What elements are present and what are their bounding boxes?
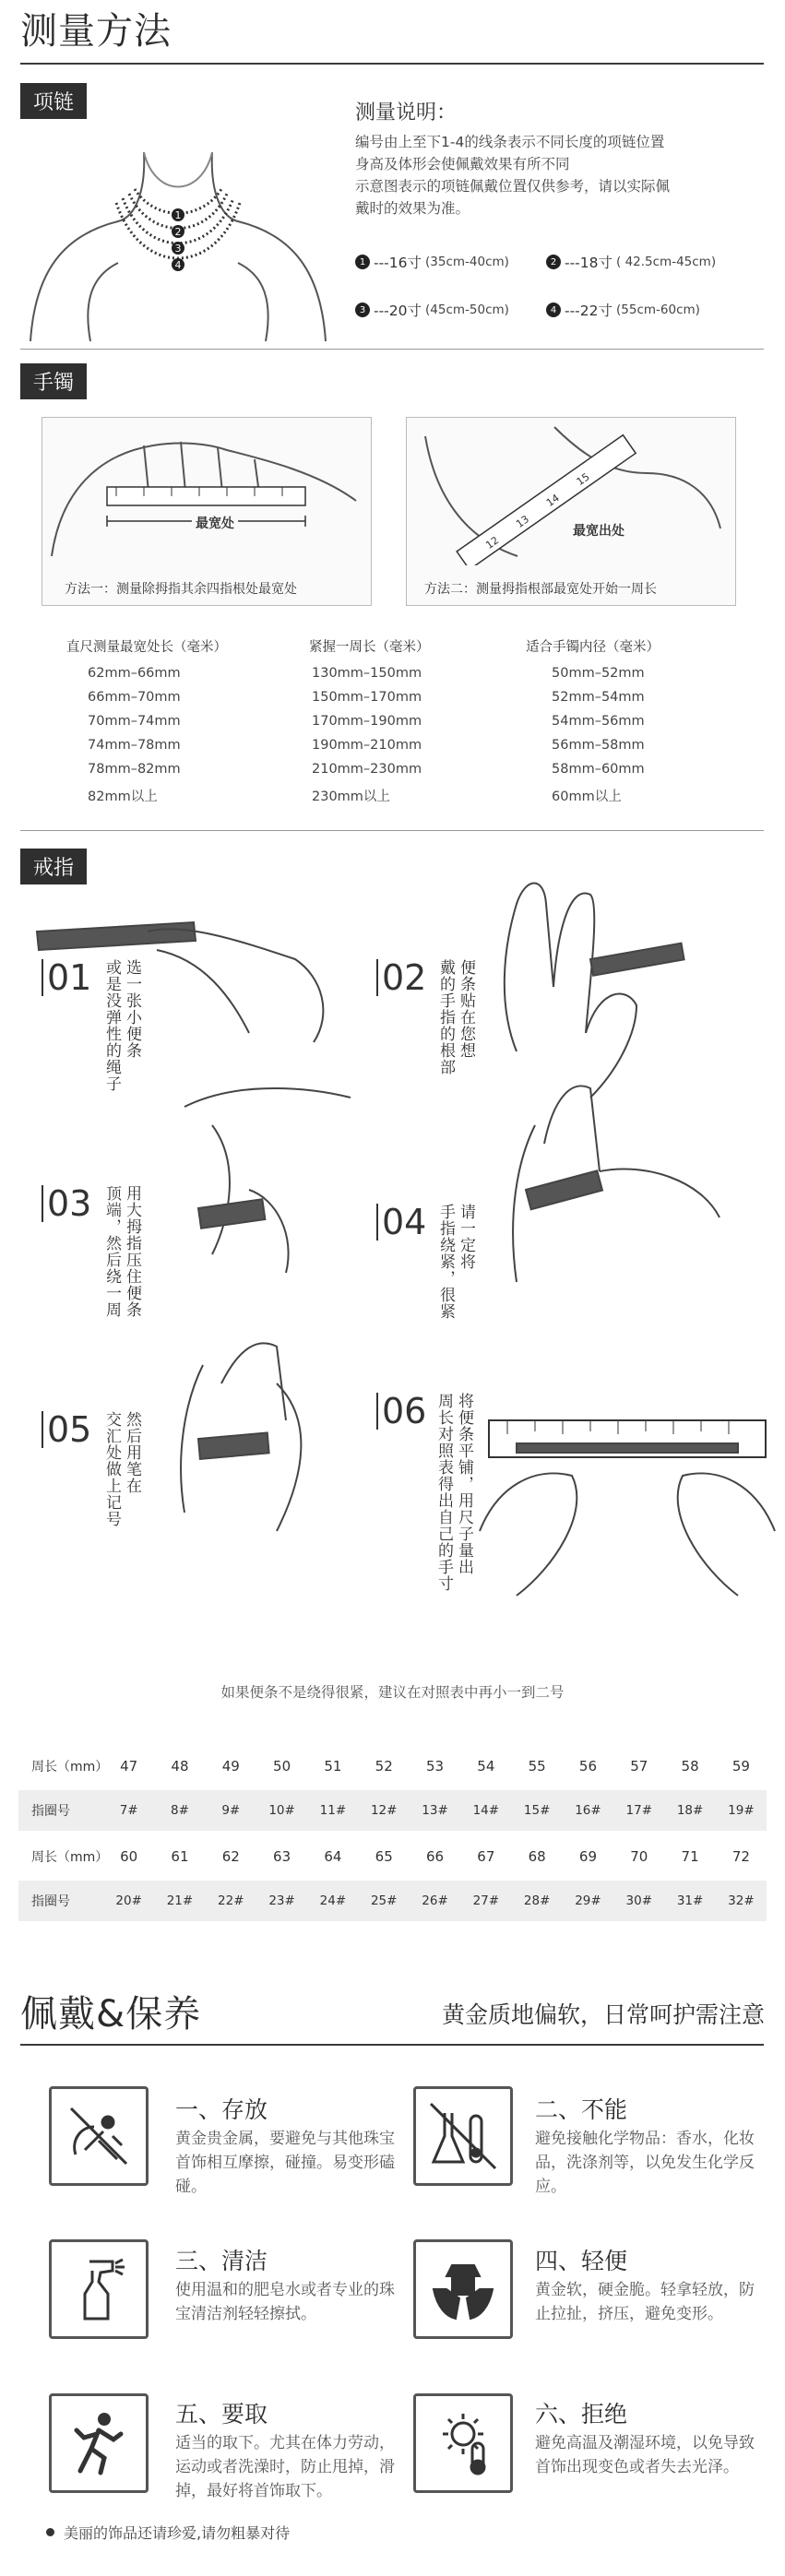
svg-text:14: 14 — [543, 492, 562, 510]
table-cell: 190mm–210mm — [312, 738, 422, 753]
step-text-line: 戴的手指的根部 — [436, 959, 455, 1075]
step-3-text — [101, 1185, 142, 1318]
step-1-text — [101, 959, 142, 1092]
bracelet-method-2-panel — [406, 417, 736, 606]
table-cell: 230mm以上 — [312, 789, 390, 804]
table-cell: 52mm–54mm — [552, 690, 645, 705]
step-text-line: 选一张小便条 — [123, 959, 141, 1059]
section-divider — [20, 349, 764, 350]
table-cell: 26# — [422, 1893, 448, 1908]
care-subtitle: 黄金质地偏软，日常呵护需注意 — [441, 2001, 765, 2028]
table-cell: 25# — [370, 1893, 398, 1908]
row-header: 周长（mm） — [31, 1760, 109, 1775]
table-cell: 71 — [681, 1848, 699, 1865]
storage-icon — [49, 2086, 149, 2186]
temperature-icon — [413, 2393, 513, 2493]
footer-text: 美丽的饰品还请珍爱,请勿粗暴对待 — [64, 2524, 291, 2542]
table-cell: 16# — [575, 1803, 601, 1818]
care-item-title: 二、不能 — [535, 2096, 628, 2123]
step-text-line: 顶端，然后绕一周 — [102, 1185, 121, 1318]
table-cell: 59 — [731, 1758, 750, 1775]
table-cell: 27# — [472, 1893, 500, 1908]
table-cell: 61 — [171, 1848, 189, 1865]
hand-ruler-illustration — [42, 418, 371, 565]
table-cell: 74mm–78mm — [88, 738, 181, 753]
row-header: 周长（mm） — [31, 1850, 109, 1865]
table-cell: 28# — [523, 1893, 551, 1908]
thumb-tape-illustration — [407, 418, 735, 565]
measure-description-title: 测量说明： — [355, 101, 458, 125]
step-text-line: 手指绕紧，很紧 — [436, 1204, 455, 1320]
care-item-title: 五、要取 — [175, 2401, 268, 2428]
svg-text:4: 4 — [174, 259, 182, 271]
table-cell: 32# — [728, 1893, 755, 1908]
size-range: (55cm-60cm) — [616, 303, 700, 317]
page-title: 测量方法 — [20, 10, 172, 53]
care-item-title: 一、存放 — [175, 2096, 268, 2123]
table-cell: 31# — [676, 1893, 704, 1908]
table-cell: 54 — [477, 1758, 495, 1775]
description-line: 编号由上至下1-4的线条表示不同长度的项链位置 — [355, 134, 665, 150]
table-cell: 66 — [425, 1848, 445, 1865]
care-item-title: 三、清洁 — [175, 2248, 268, 2274]
table-cell: 9# — [221, 1803, 241, 1818]
care-item-text: 避免接触化学物品：香水，化妆品，洗涤剂等，以免发生化学反应。 — [535, 2130, 755, 2196]
description-line: 身高及体形会使佩戴效果有所不同 — [355, 156, 570, 172]
table-cell: 24# — [319, 1893, 347, 1908]
size-text: ---16寸 — [374, 255, 422, 271]
step-number-01: 01 — [42, 959, 91, 996]
table-cell: 66mm–70mm — [88, 690, 181, 705]
svg-text:2: 2 — [174, 226, 182, 238]
description-line: 示意图表示的项链佩戴位置仅供参考，请以实际佩 — [355, 178, 671, 195]
table-cell: 29# — [575, 1893, 601, 1908]
table-cell: 58 — [681, 1758, 699, 1775]
table-cell: 54mm–56mm — [552, 714, 645, 729]
bracelet-table-header-circumference: 紧握一周长（毫米） — [309, 640, 430, 655]
table-cell: 48 — [171, 1758, 189, 1775]
care-item-title: 四、轻便 — [535, 2248, 628, 2274]
necklace-size-4 — [546, 300, 700, 320]
bracelet-table-header-diameter: 适合手镯内径（毫米） — [526, 640, 660, 655]
spray-bottle-icon — [49, 2239, 149, 2339]
step-text-line: 然后用笔在 — [123, 1411, 141, 1494]
ring-size-table — [18, 1746, 767, 1930]
size-text: ---18寸 — [565, 255, 613, 271]
table-cell: 11# — [319, 1803, 347, 1818]
table-cell: 51 — [324, 1758, 342, 1775]
size-text: ---20寸 — [374, 303, 422, 319]
table-cell: 60mm以上 — [552, 789, 622, 804]
necklace-size-2 — [546, 252, 716, 272]
table-cell: 19# — [728, 1803, 755, 1818]
number-badge: 1 — [355, 255, 370, 269]
row-header: 指圈号 — [31, 1894, 70, 1909]
table-cell: 57 — [630, 1758, 648, 1775]
description-line: 戴时的效果为准。 — [355, 200, 470, 217]
care-item-text: 适当的取下。尤其在体力劳动，运动或者洗澡时，防止甩掉，滑掉，最好将首饰取下。 — [175, 2434, 395, 2500]
step-6-text — [434, 1393, 474, 1592]
bullet-icon — [46, 2528, 54, 2536]
widest-label: 最宽处 — [192, 514, 238, 532]
section-divider — [20, 830, 764, 831]
method-1-caption: 方法一：测量除拇指其余四指根处最宽处 — [65, 582, 297, 597]
necklace-size-1 — [355, 252, 509, 272]
table-cell: 13# — [422, 1803, 448, 1818]
step-text-line: 或是没弹性的绳子 — [102, 959, 121, 1092]
table-cell: 70 — [630, 1848, 648, 1865]
number-badge: 3 — [355, 303, 370, 317]
table-cell: 82mm以上 — [88, 789, 158, 804]
step-number-03: 03 — [42, 1185, 91, 1222]
number-badge: 2 — [546, 255, 561, 269]
svg-text:15: 15 — [574, 470, 592, 489]
table-cell: 49 — [221, 1758, 240, 1775]
bracelet-method-1-panel — [42, 417, 372, 606]
table-cell: 30# — [625, 1893, 653, 1908]
widest-out-label: 最宽出处 — [573, 524, 624, 539]
table-cell: 20# — [115, 1893, 142, 1908]
table-cell: 12# — [370, 1803, 398, 1818]
care-item-title: 六、拒绝 — [535, 2401, 628, 2428]
size-text: ---22寸 — [565, 303, 613, 319]
table-cell: 62 — [221, 1848, 240, 1865]
chemical-icon — [413, 2086, 513, 2186]
size-range: ( 42.5cm-45cm) — [616, 255, 717, 269]
table-cell: 150mm–170mm — [312, 690, 422, 705]
step-text-line: 周长对照表得出自己的手寸 — [434, 1393, 453, 1592]
title-divider — [20, 63, 764, 65]
step-text-line: 用大拇指压住便条 — [123, 1185, 141, 1318]
table-cell: 56mm–58mm — [552, 738, 645, 753]
table-row — [18, 1790, 767, 1831]
bracelet-table-header-width: 直尺测量最宽处长（毫米） — [66, 640, 227, 655]
care-title: 佩戴&保养 — [20, 1993, 202, 2036]
table-cell: 21# — [166, 1893, 194, 1908]
necklace-size-3 — [355, 300, 509, 320]
size-range: (35cm-40cm) — [425, 255, 509, 269]
table-cell: 64 — [324, 1848, 342, 1865]
bracelet-section-label: 手镯 — [20, 363, 87, 399]
table-cell: 58mm–60mm — [552, 762, 645, 777]
size-range: (45cm-50cm) — [425, 303, 509, 317]
svg-text:1: 1 — [174, 209, 182, 221]
table-cell: 52 — [375, 1758, 393, 1775]
table-cell: 14# — [472, 1803, 500, 1818]
table-cell: 60 — [120, 1848, 138, 1865]
table-cell: 22# — [218, 1893, 244, 1908]
table-row — [18, 1881, 767, 1921]
care-item-text: 黄金贵金属，要避免与其他珠宝首饰相互摩擦，碰撞。易变形磕碰。 — [175, 2130, 395, 2196]
hands-box-icon — [413, 2239, 513, 2339]
table-cell: 68 — [528, 1848, 546, 1865]
table-cell: 210mm–230mm — [312, 762, 422, 777]
table-cell: 69 — [578, 1848, 598, 1865]
table-cell: 65 — [375, 1848, 393, 1865]
number-badge: 4 — [546, 303, 561, 317]
necklace-section-label: 项链 — [20, 83, 87, 119]
table-cell: 78mm–82mm — [88, 762, 181, 777]
step-text-line: 将便条平铺，用尺子量出 — [455, 1393, 473, 1575]
step-text-line: 请一定将 — [457, 1204, 475, 1270]
svg-text:12: 12 — [483, 534, 502, 552]
step-4-text — [435, 1204, 476, 1320]
table-cell: 55 — [528, 1758, 546, 1775]
table-cell: 7# — [119, 1803, 138, 1818]
table-cell: 18# — [676, 1803, 704, 1818]
care-item-text: 避免高温及潮湿环境，以免导致首饰出现变色或者失去光泽。 — [535, 2434, 755, 2476]
table-cell: 170mm–190mm — [312, 714, 422, 729]
necklace-illustration — [26, 134, 330, 346]
table-cell: 67 — [477, 1848, 495, 1865]
step-number-06: 06 — [376, 1393, 426, 1430]
table-cell: 56 — [578, 1758, 598, 1775]
care-item-text: 黄金软，硬金脆。轻拿轻放，防止拉扯，挤压，避免变形。 — [535, 2281, 755, 2323]
care-item-text: 使用温和的肥皂水或者专业的珠宝清洁剂轻轻擦拭。 — [175, 2281, 395, 2323]
table-cell: 50 — [273, 1758, 291, 1775]
running-icon — [49, 2393, 149, 2493]
table-cell: 130mm–150mm — [312, 666, 422, 681]
care-divider — [20, 2044, 764, 2046]
step-5-text — [101, 1411, 142, 1527]
table-cell: 17# — [625, 1803, 653, 1818]
table-cell: 23# — [268, 1893, 295, 1908]
table-cell: 62mm–66mm — [88, 666, 181, 681]
table-cell: 50mm–52mm — [552, 666, 645, 681]
table-cell: 70mm–74mm — [88, 714, 181, 729]
table-row — [18, 1836, 767, 1877]
step-2-text — [435, 959, 476, 1075]
table-cell: 10# — [268, 1803, 295, 1818]
table-cell: 47 — [120, 1758, 138, 1775]
row-header: 指圈号 — [31, 1804, 70, 1819]
step-number-04: 04 — [376, 1204, 426, 1241]
ring-size-note: 如果便条不是绕得很紧，建议在对照表中再小一到二号 — [220, 1684, 565, 1701]
table-cell: 8# — [171, 1803, 189, 1818]
step-text-line: 交汇处做上记号 — [102, 1411, 121, 1527]
step-number-02: 02 — [376, 959, 426, 996]
svg-text:13: 13 — [514, 513, 532, 530]
step-number-05: 05 — [42, 1411, 91, 1448]
table-cell: 72 — [731, 1848, 750, 1865]
svg-text:3: 3 — [174, 243, 182, 255]
ring-section-label: 戒指 — [20, 849, 87, 884]
table-cell: 15# — [523, 1803, 551, 1818]
table-cell: 63 — [273, 1848, 291, 1865]
step-text-line: 便条贴在您想 — [457, 959, 475, 1059]
method-2-caption: 方法二：测量拇指根部最宽处开始一周长 — [424, 582, 657, 597]
footer-note — [46, 2522, 290, 2543]
table-cell: 53 — [425, 1758, 445, 1775]
table-row — [18, 1746, 767, 1787]
